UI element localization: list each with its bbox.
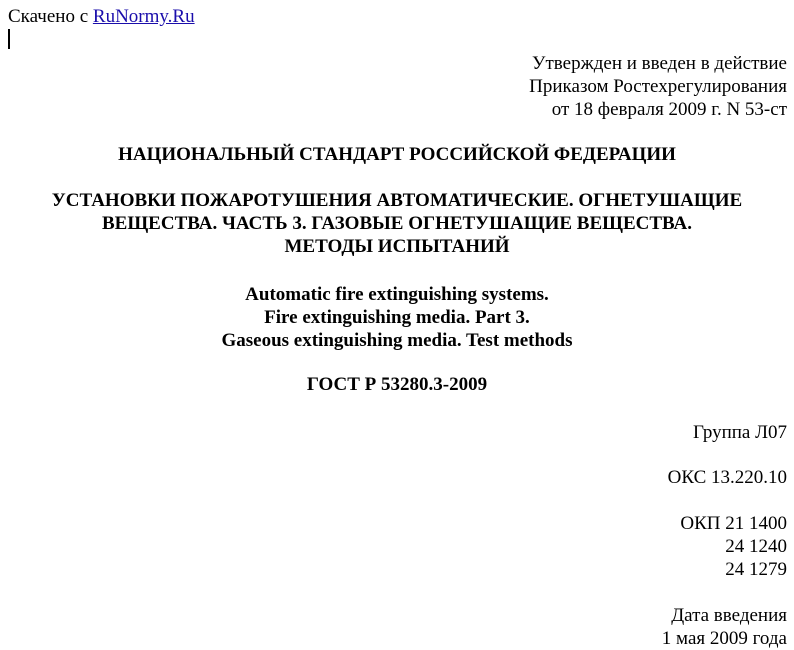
group-code: Группа Л07 <box>693 422 787 443</box>
title-russian <box>0 189 794 258</box>
introduction-label: Дата введения <box>671 605 787 626</box>
title-english <box>0 283 794 352</box>
text-cursor <box>8 29 10 49</box>
title-en-line: Automatic fire extinguishing systems. <box>245 284 549 305</box>
okp-line: 24 1279 <box>725 559 787 580</box>
title-ru-line: МЕТОДЫ ИСПЫТАНИЙ <box>284 236 510 257</box>
approval-line: Приказом Ростехрегулирования <box>529 76 787 97</box>
download-source <box>8 5 195 28</box>
download-prefix: Скачено с <box>8 6 89 27</box>
okp-line: ОКП 21 1400 <box>680 513 787 534</box>
gost-number: ГОСТ Р 53280.3-2009 <box>306 374 488 395</box>
title-ru-line: УСТАНОВКИ ПОЖАРОТУШЕНИЯ АВТОМАТИЧЕСКИЕ. ОГНЕТУШАЩИЕ <box>51 190 743 211</box>
okp-line: 24 1240 <box>725 536 787 557</box>
oks-code: ОКС 13.220.10 <box>667 467 787 488</box>
introduction-date <box>662 604 787 650</box>
approval-block <box>529 52 787 121</box>
approval-line: Утвержден и введен в действие <box>532 53 787 74</box>
approval-line: от 18 февраля 2009 г. N 53-ст <box>551 99 787 120</box>
introduction-value: 1 мая 2009 года <box>661 628 787 649</box>
standard-type-heading: НАЦИОНАЛЬНЫЙ СТАНДАРТ РОССИЙСКОЙ ФЕДЕРАЦИИ <box>118 144 676 165</box>
okp-codes <box>680 512 787 581</box>
title-ru-line: ВЕЩЕСТВА. ЧАСТЬ 3. ГАЗОВЫЕ ОГНЕТУШАЩИЕ ВЕЩЕСТВА. <box>101 213 693 234</box>
title-en-line: Fire extinguishing media. Part 3. <box>264 307 530 328</box>
title-en-line: Gaseous extinguishing media. Test methods <box>221 330 573 351</box>
runormy-link[interactable]: RuNormy.Ru <box>92 6 195 27</box>
